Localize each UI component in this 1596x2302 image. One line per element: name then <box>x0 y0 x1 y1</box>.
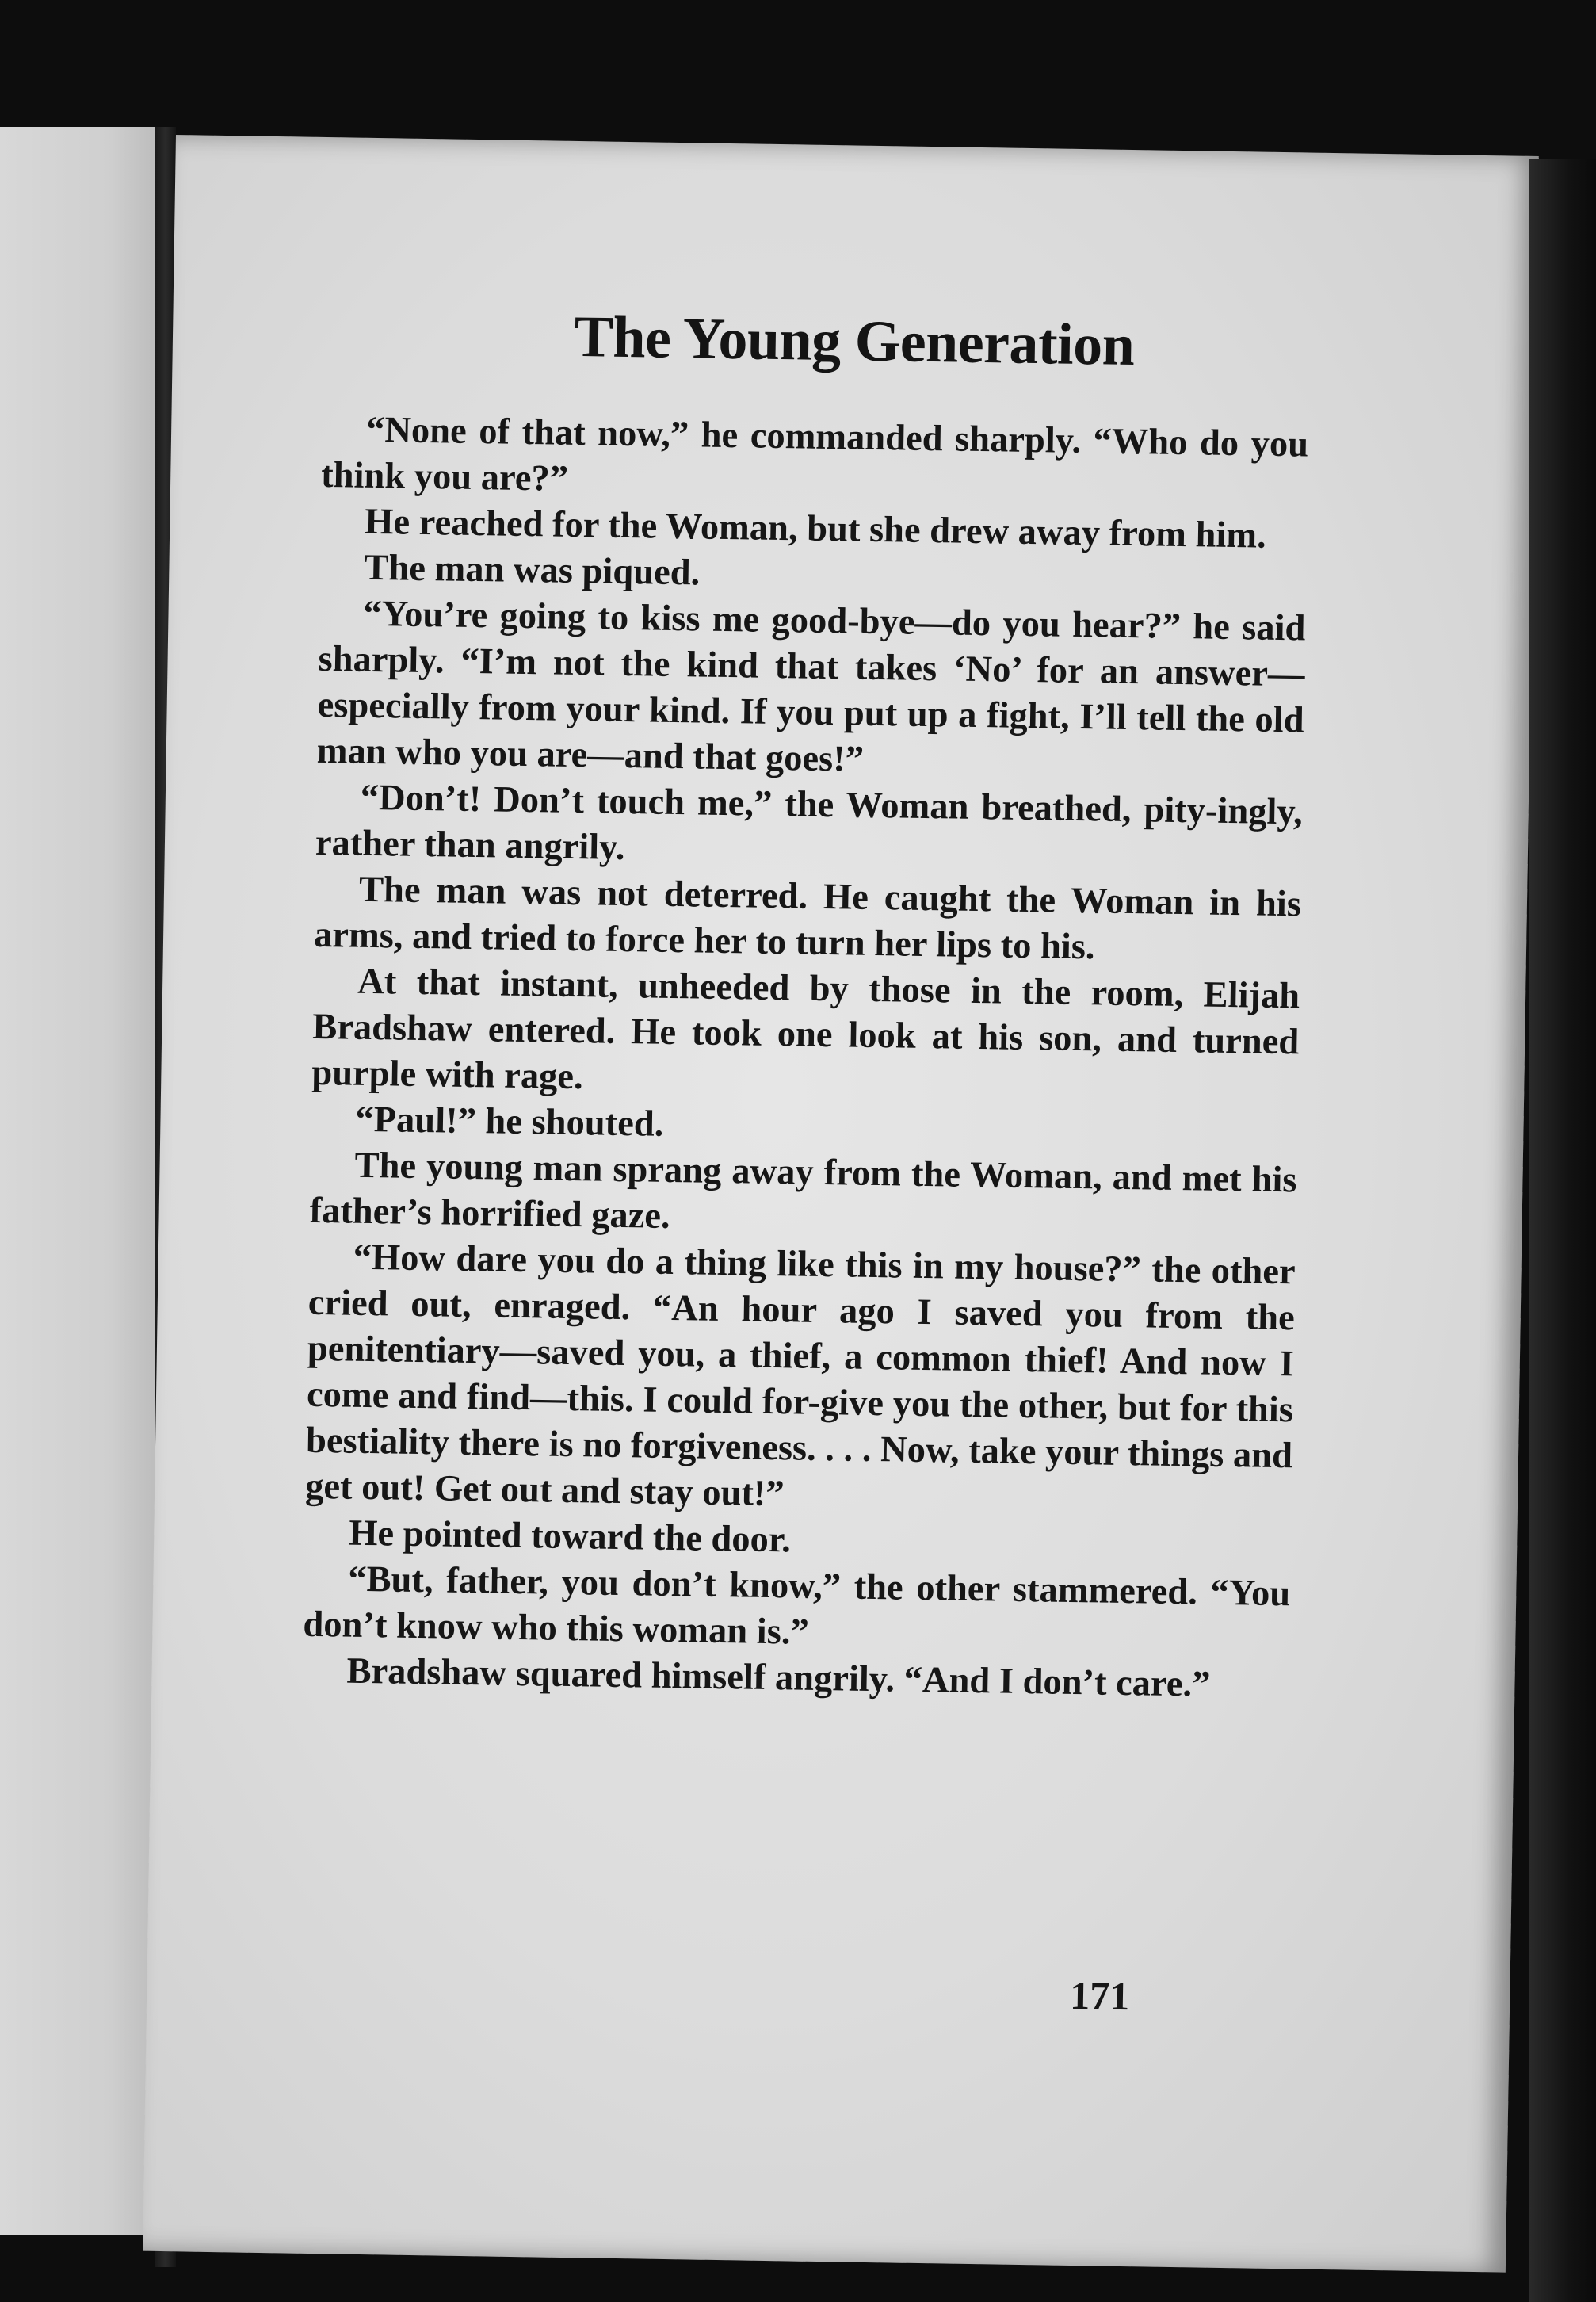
paragraph: He reached for the Woman, but she drew away from him. <box>364 501 1267 556</box>
left-page-edge <box>0 127 155 2235</box>
paragraph: He pointed toward the door. <box>348 1512 792 1561</box>
paragraph: The man was piqued. <box>364 547 701 594</box>
paragraph: “But, father, you don’t know,” the other stammered. “You don’t know who this woman is.” <box>303 1558 1291 1653</box>
body-text <box>302 407 1308 1709</box>
paragraph: At that instant, unheeded by those in the room, Elijah Bradshaw entered. He took one look at his son, and turned purple with rage. <box>311 961 1300 1098</box>
paragraph: Bradshaw squared himself angrily. “And I don’t care.” <box>346 1650 1211 1705</box>
paragraph: “You’re going to kiss me good-bye—do you hear?” he said sharply. “I’m not the kind that takes ‘No’ for an answer—especially from your kind. If you put up a fight, I’ll tell the old man who you are—and that goes!” <box>316 593 1306 780</box>
paragraph: “None of that now,” he commanded sharply. “Who do you think you are?” <box>320 409 1309 499</box>
page-number: 171 <box>1069 1973 1130 2019</box>
paragraph: “Paul!” he shouted. <box>355 1099 664 1145</box>
paragraph: “How dare you do a thing like this in my house?” the other cried out, enraged. “An hour ago I saved you from the penitentiary—saved you, a thief, a common thief! And now I come and find—this. I could for-give you the other, but for this bestiality there is no forgiveness. . . . Now, take your things and get out! Get out and stay out!” <box>304 1237 1296 1515</box>
page-title: The Young Generation <box>574 304 1136 379</box>
paragraph: The young man sprang away from the Woman, and met his father’s horrified gaze. <box>309 1145 1297 1237</box>
right-page-edge-shadow <box>1529 159 1596 2302</box>
paragraph: “Don’t! Don’t touch me,” the Woman breathed, pity-ingly, rather than angrily. <box>315 777 1304 869</box>
paragraph: The man was not deterred. He caught the Woman in his arms, and tried to force her to turn her lips to his. <box>313 869 1302 968</box>
book-page <box>143 135 1539 2273</box>
